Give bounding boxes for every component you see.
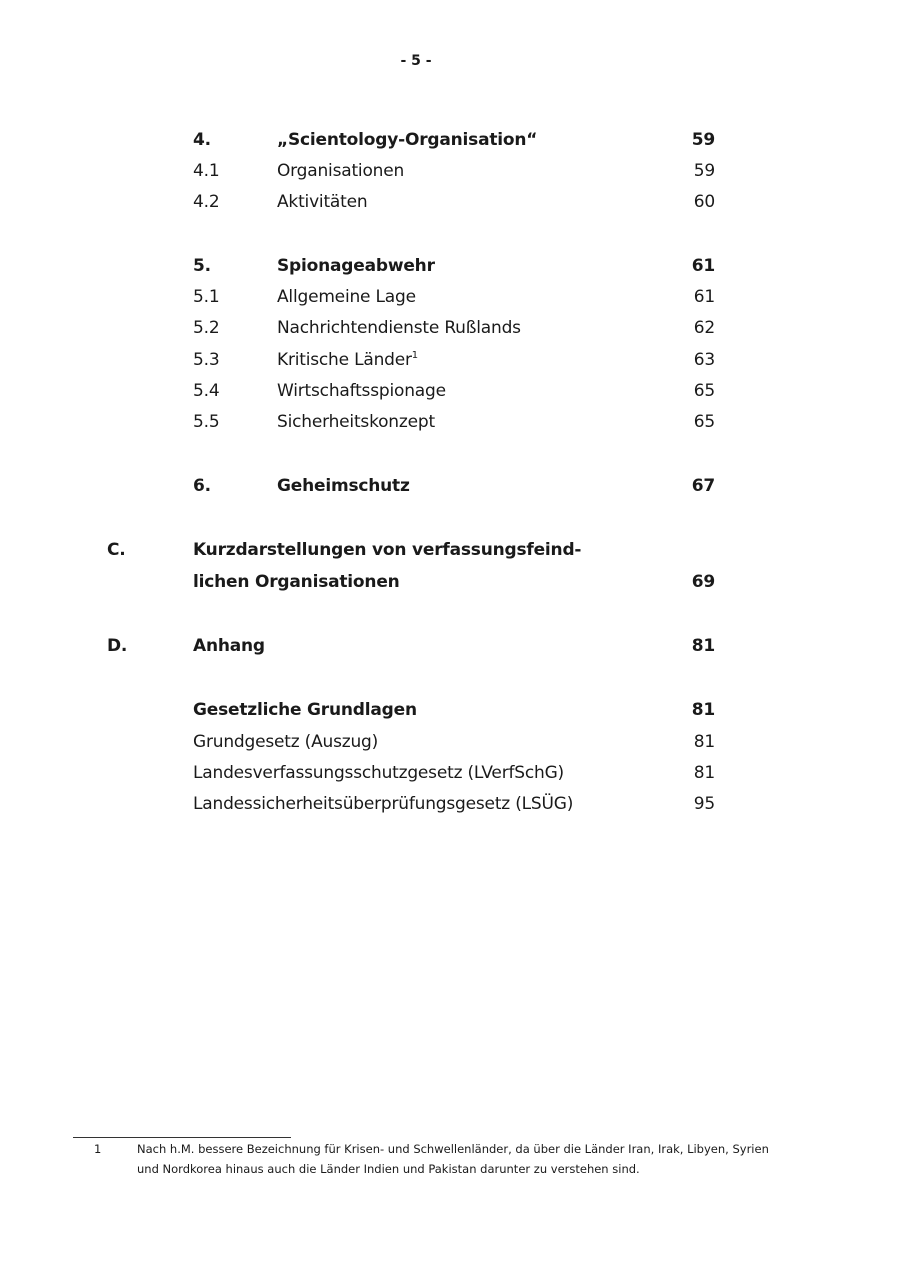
toc-entry[interactable] bbox=[0, 128, 900, 152]
toc-number: 4.2 bbox=[193, 192, 220, 212]
toc-page-number: 67 bbox=[691, 476, 715, 496]
toc-page-number: 59 bbox=[693, 161, 715, 181]
toc-title: Spionageabwehr bbox=[277, 256, 435, 276]
toc-page-number: 69 bbox=[691, 572, 715, 592]
footnote-text: Nach h.M. bessere Bezeichnung für Krisen- und Schwellenländer, da über die Länder Iran, Irak, Libyen, Syrien und Nordkorea hinaus auch die Länder Indien und Pakistan darunter zu verstehen sind. bbox=[137, 1142, 769, 1176]
page-number: - 5 - bbox=[400, 53, 432, 69]
toc-title: Anhang bbox=[193, 636, 265, 656]
toc-entry-section-d[interactable] bbox=[0, 634, 900, 658]
toc-number: 5.4 bbox=[193, 381, 220, 401]
footnote-separator bbox=[73, 1137, 291, 1138]
toc-entry[interactable] bbox=[0, 474, 900, 498]
toc-entry-section-c[interactable] bbox=[0, 538, 900, 562]
toc-page-number: 81 bbox=[691, 700, 715, 720]
toc-title: Sicherheitskonzept bbox=[277, 412, 435, 432]
toc-entry[interactable] bbox=[0, 792, 900, 816]
toc-title: Gesetzliche Grundlagen bbox=[193, 700, 417, 720]
toc-entry[interactable] bbox=[0, 761, 900, 785]
toc-entry[interactable] bbox=[0, 730, 900, 754]
footnote-reference[interactable]: 1 bbox=[411, 350, 418, 361]
toc-number: 5.5 bbox=[193, 412, 220, 432]
toc-page-number: 81 bbox=[693, 732, 715, 752]
toc-page-number: 61 bbox=[693, 287, 715, 307]
toc-number: 4. bbox=[193, 130, 211, 150]
toc-number: 5. bbox=[193, 256, 211, 276]
toc-page-number: 59 bbox=[691, 130, 715, 150]
toc-page-number: 63 bbox=[693, 350, 715, 370]
toc-page-number: 65 bbox=[693, 381, 715, 401]
toc-title-with-footnote bbox=[277, 348, 418, 372]
footnote-mark: 1 bbox=[94, 1142, 102, 1156]
toc-title: Organisationen bbox=[277, 161, 405, 181]
toc-entry[interactable] bbox=[0, 254, 900, 278]
toc-page-number: 60 bbox=[693, 192, 715, 212]
toc-entry[interactable] bbox=[0, 316, 900, 340]
toc-title: Wirtschaftsspionage bbox=[277, 381, 446, 401]
toc-number: 5.3 bbox=[193, 350, 220, 370]
toc-title: Landessicherheitsüberprüfungsgesetz (LSÜG) bbox=[193, 794, 574, 814]
toc-page-number: 95 bbox=[693, 794, 715, 814]
toc-number: D. bbox=[107, 636, 128, 656]
toc-number: 4.1 bbox=[193, 161, 220, 181]
toc-title: Kritische Länder bbox=[277, 350, 412, 370]
toc-entry[interactable] bbox=[0, 159, 900, 183]
toc-page-number: 65 bbox=[693, 412, 715, 432]
toc-title: Geheimschutz bbox=[277, 476, 410, 496]
toc-title: „Scientology-Organisation“ bbox=[277, 130, 538, 150]
toc-title: Grundgesetz (Auszug) bbox=[193, 732, 379, 752]
toc-page-number: 81 bbox=[691, 636, 715, 656]
toc-number: 6. bbox=[193, 476, 211, 496]
toc-page-number: 61 bbox=[691, 256, 715, 276]
toc-page-number: 62 bbox=[693, 318, 715, 338]
toc-entry[interactable] bbox=[0, 348, 900, 372]
toc-title: Kurzdarstellungen von verfassungsfeind- bbox=[193, 540, 582, 560]
toc-entry-gesetzliche-grundlagen[interactable] bbox=[0, 698, 900, 722]
toc-entry[interactable] bbox=[0, 285, 900, 309]
toc-entry-section-c-continued[interactable] bbox=[0, 570, 900, 594]
toc-entry[interactable] bbox=[0, 190, 900, 214]
toc-number: C. bbox=[107, 540, 126, 560]
toc-title: Allgemeine Lage bbox=[277, 287, 416, 307]
toc-title: Nachrichtendienste Rußlands bbox=[277, 318, 521, 338]
toc-number: 5.1 bbox=[193, 287, 220, 307]
toc-entry[interactable] bbox=[0, 410, 900, 434]
toc-title: Landesverfassungsschutzgesetz (LVerfSchG) bbox=[193, 763, 564, 783]
toc-title: lichen Organisationen bbox=[193, 572, 400, 592]
toc-title: Aktivitäten bbox=[277, 192, 368, 212]
toc-number: 5.2 bbox=[193, 318, 220, 338]
toc-page-number: 81 bbox=[693, 763, 715, 783]
toc-entry[interactable] bbox=[0, 379, 900, 403]
